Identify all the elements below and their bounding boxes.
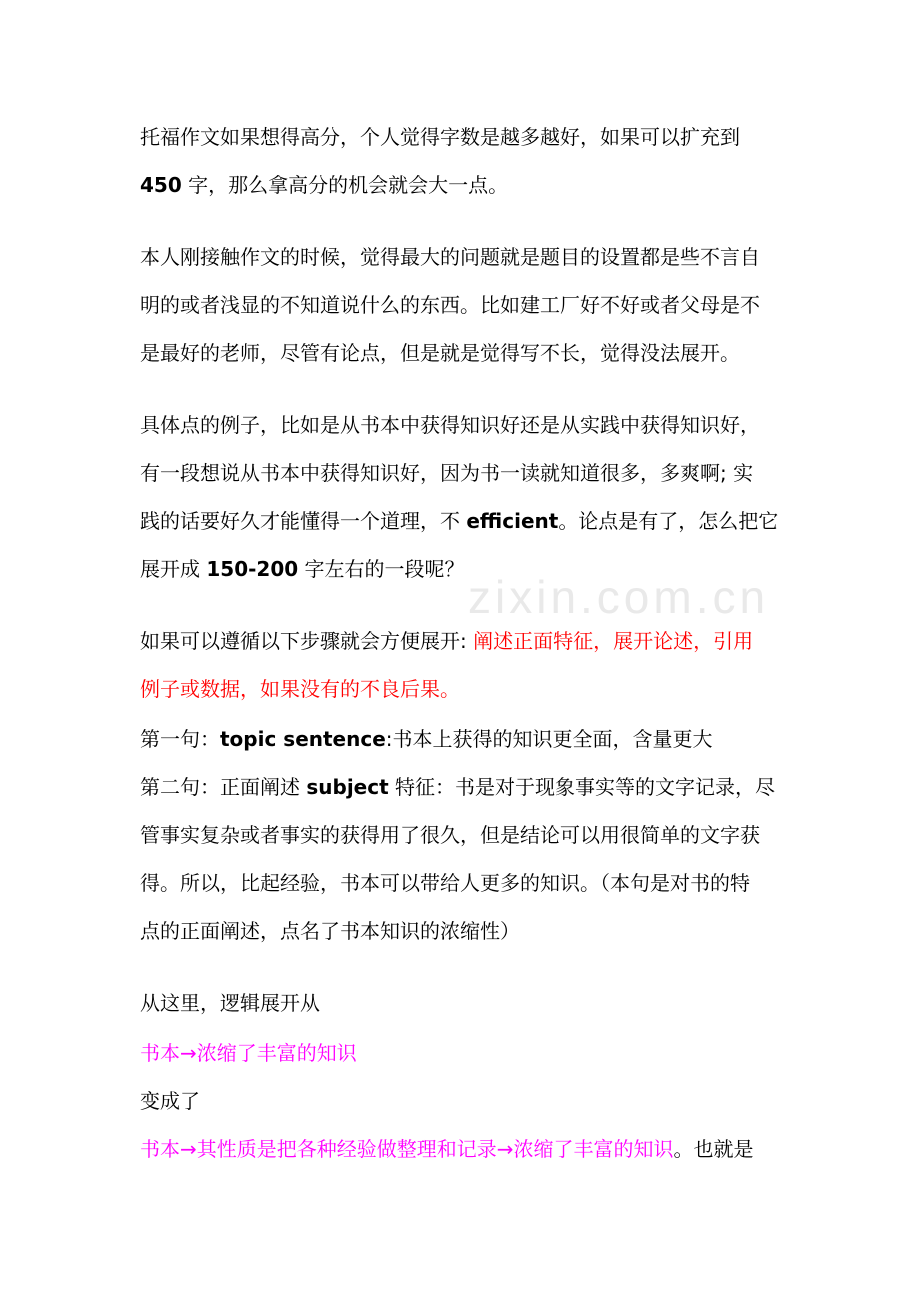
english-word-efficient: efficient (466, 509, 559, 533)
paragraph-3-line-1: 具体点的例子，比如是从书本中获得知识好还是从实践中获得知识好， (140, 413, 760, 437)
paragraph-5-line-4 (140, 1136, 790, 1162)
paragraph-5-line-4-rest: 。也就是 (673, 1137, 754, 1161)
second-sentence-line (140, 774, 790, 800)
logic-chain-after: 书本→其性质是把各种经验做整理和记录→浓缩了丰富的知识 (140, 1137, 674, 1161)
first-sentence-line (140, 726, 790, 752)
paragraph-2-line-2: 明的或者浅显的不知道说什么的东西。比如建工厂好不好或者父母是不 (140, 293, 760, 317)
paragraph-3-line-3-text: 践的话要好久才能懂得一个道理，不 (140, 509, 467, 533)
paragraph-4-line-2: 例子或数据，如果没有的不良后果。 (140, 677, 460, 701)
paragraph-1-line-1: 托福作文如果想得高分，个人觉得字数是越多越好，如果可以扩充到 (140, 125, 740, 149)
second-sentence-text: 特征：书是对于现象事实等的文字记录，尽 (388, 775, 776, 799)
second-sentence-label: 第二句：正面阐述 (140, 775, 307, 799)
paragraph-1-line-2-text: 字，那么拿高分的机会就会大一点。 (181, 173, 509, 197)
paragraph-4-line-7: 点的正面阐述，点名了书本知识的浓缩性） (140, 919, 520, 943)
word-count-number: 450 (140, 173, 182, 197)
watermark: zixin.com.cn (468, 571, 770, 623)
logic-chain-before: 书本→浓缩了丰富的知识 (140, 1041, 357, 1065)
paragraph-2-line-1: 本人刚接触作文的时候，觉得最大的问题就是题目的设置都是些不言自 (140, 245, 760, 269)
first-sentence-label: 第一句： (140, 727, 220, 751)
paragraph-4-line-5: 管事实复杂或者事实的获得用了很久，但是结论可以用很简单的文字获 (140, 823, 760, 847)
subject-term: subject (306, 775, 389, 799)
paragraph-2-line-3: 是最好的老师，尽管有论点，但是就是觉得写不长，觉得没法展开。 (140, 341, 740, 365)
paragraph-5-line-1: 从这里，逻辑展开从 (140, 991, 320, 1015)
paragraph-3-line-4-text: 展开成 (140, 557, 207, 581)
paragraph-3-line-4 (140, 556, 790, 582)
word-range-number: 150-200 (206, 557, 299, 581)
topic-sentence-term: topic sentence (220, 727, 386, 751)
paragraph-3-line-2: 有一段想说从书本中获得知识好，因为书一读就知道很多，多爽啊; 实 (140, 461, 754, 485)
paragraph-4-line-6: 得。所以，比起经验，书本可以带给人更多的知识。（本句是对书的特 (140, 871, 750, 895)
first-sentence-text: :书本上获得的知识更全面，含量更大 (385, 727, 713, 751)
steps-highlight: 阐述正面特征，展开论述，引用 (473, 629, 754, 653)
paragraph-5-line-3: 变成了 (140, 1089, 200, 1113)
paragraph-1-line-2 (140, 172, 790, 198)
paragraph-3-line-4-rest: 字左右的一段呢？ (298, 557, 465, 581)
paragraph-4-line-1-text: 如果可以遵循以下步骤就会方便展开: (140, 629, 474, 653)
paragraph-3-line-3-rest: 。论点是有了，怎么把它 (558, 509, 779, 533)
paragraph-3-line-3 (140, 508, 790, 534)
paragraph-4-line-1 (140, 628, 790, 654)
